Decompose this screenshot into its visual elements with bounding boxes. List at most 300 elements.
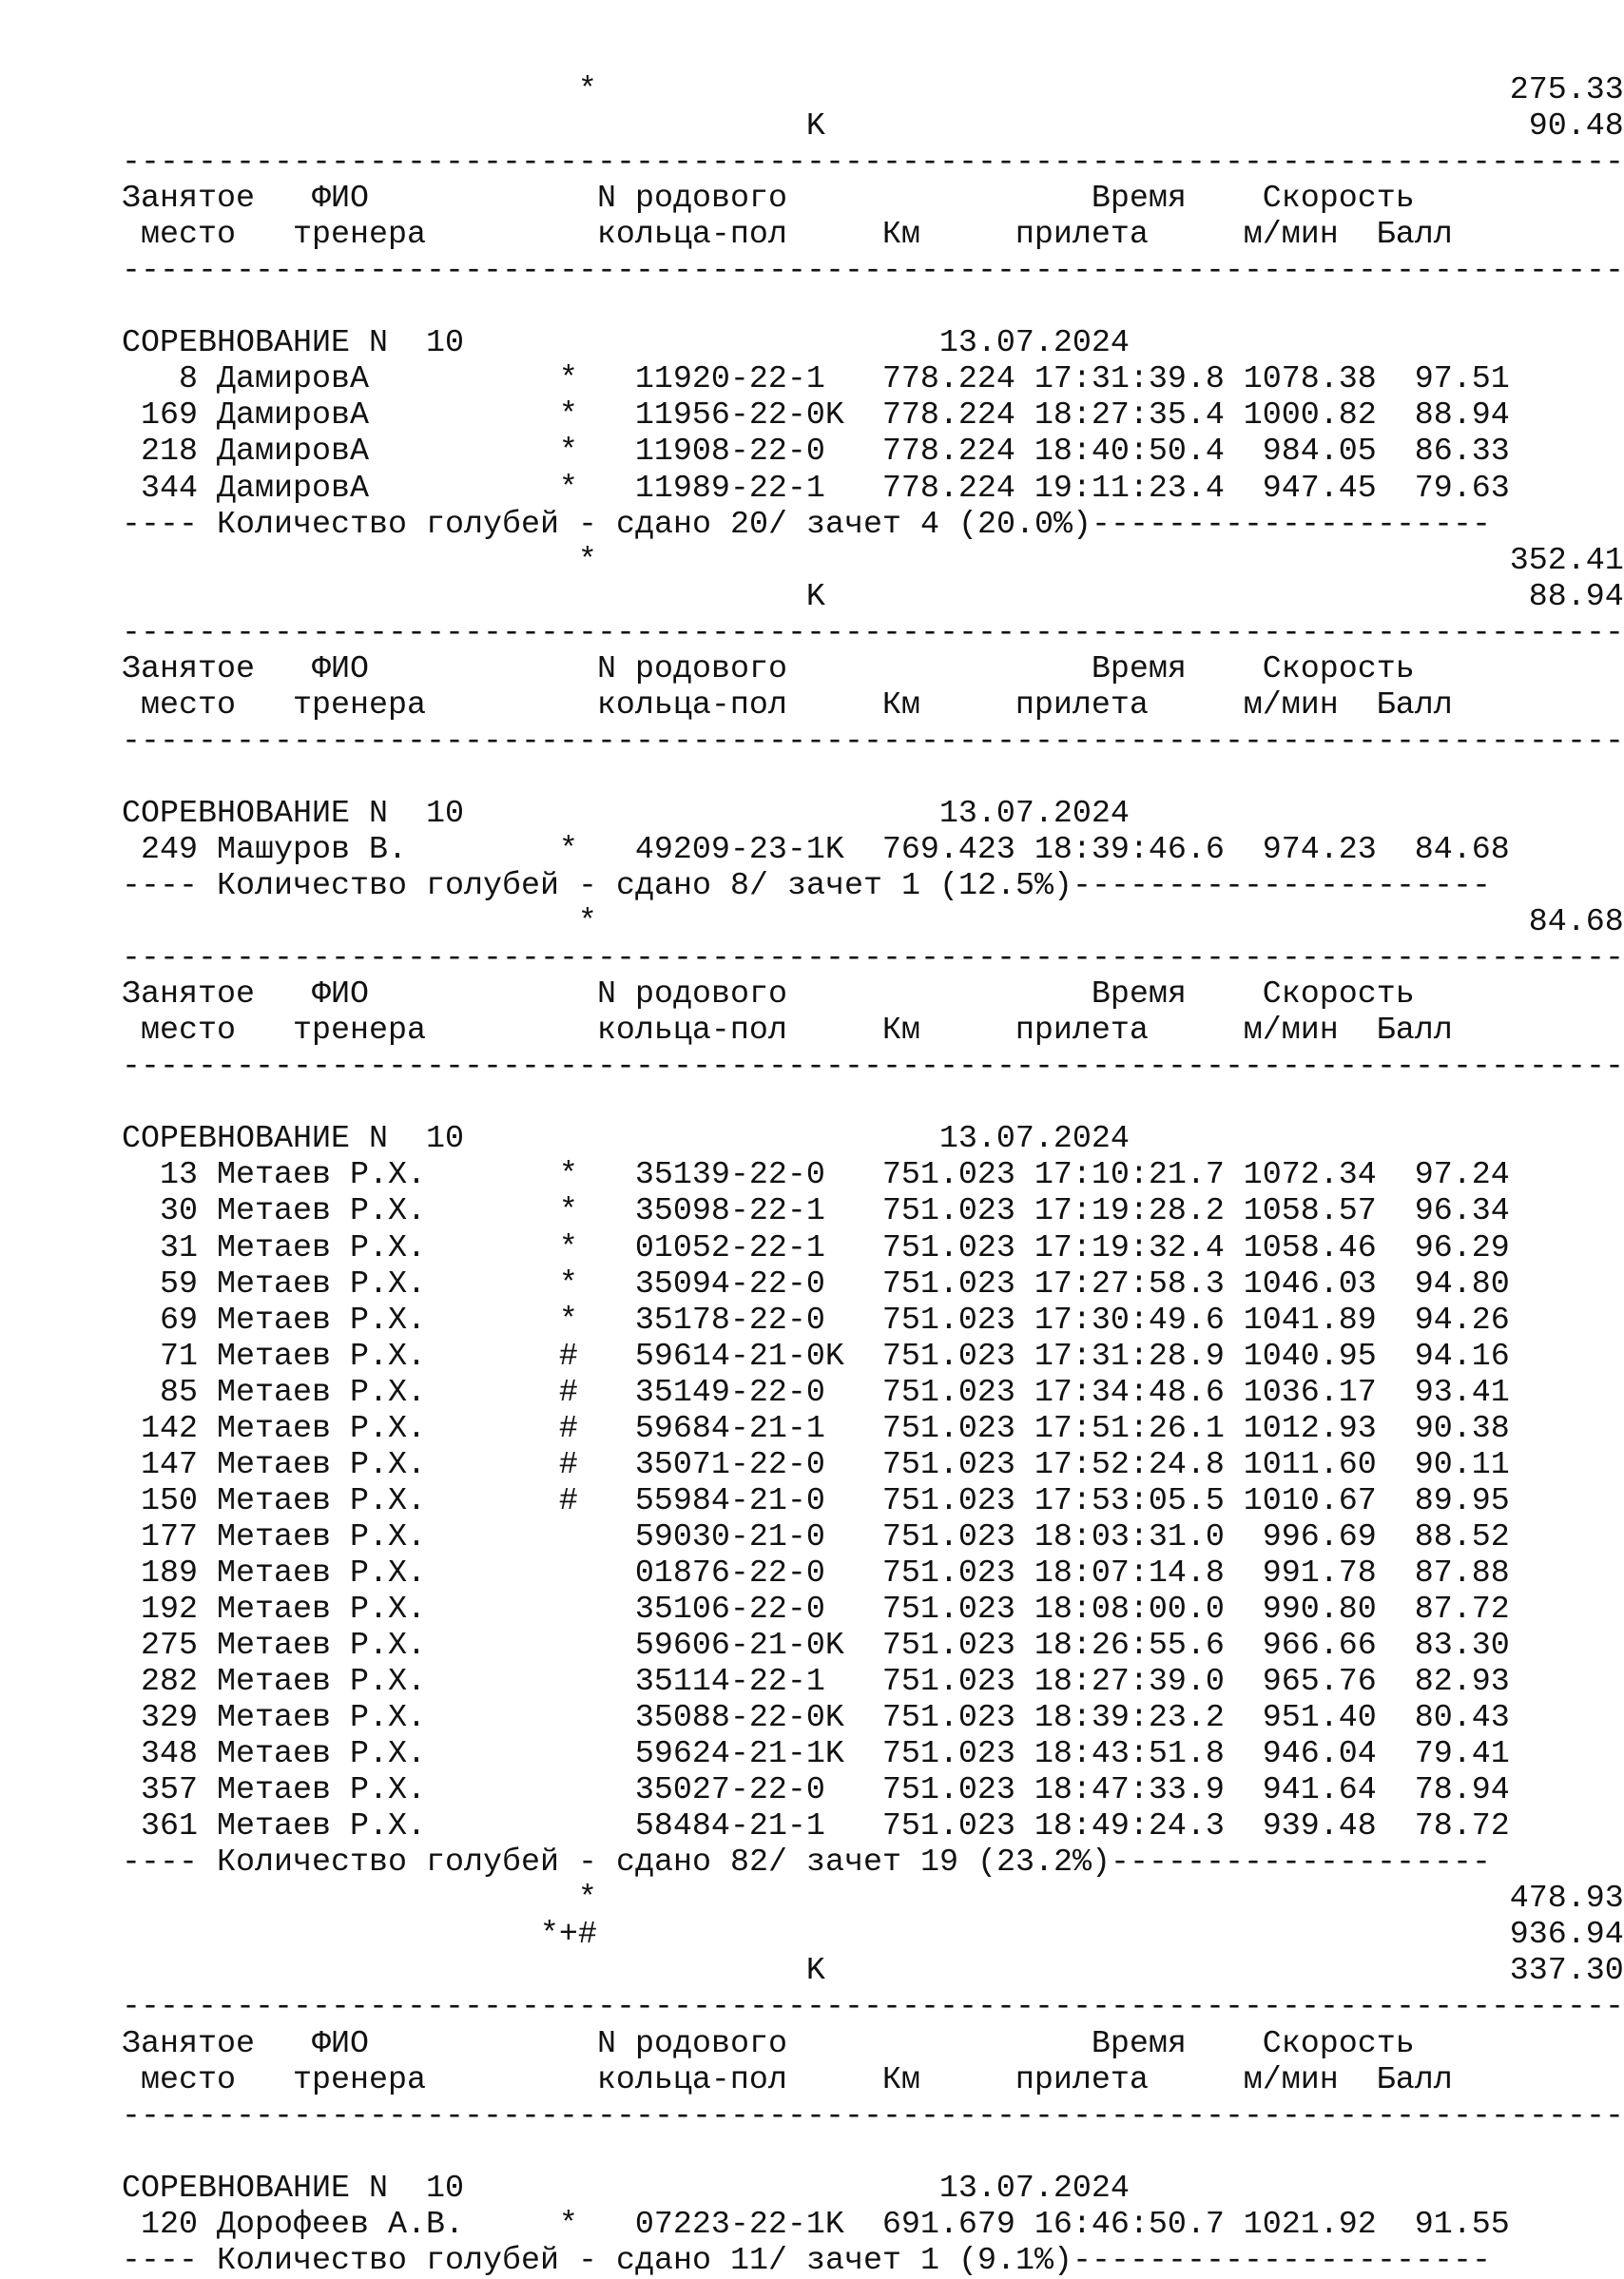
ring-number: 59684-21-1 xyxy=(634,1410,825,1447)
table-row xyxy=(122,1628,1510,1664)
col-header-name-2: тренера xyxy=(292,1013,426,1050)
total-line xyxy=(122,1917,1624,1954)
trainer-name: Метаев Р.Х. xyxy=(216,1700,426,1737)
place: 150 xyxy=(140,1482,198,1519)
col-header-score-2: Балл xyxy=(1376,2061,1453,2098)
score: 94.80 xyxy=(1414,1265,1510,1303)
table-row xyxy=(122,832,1510,868)
speed: 1036.17 xyxy=(1243,1374,1377,1411)
col-header-name-2: тренера xyxy=(292,217,426,254)
speed: 974.23 xyxy=(1262,831,1377,868)
separator: ------------------------------------------------------------------------------- xyxy=(122,1989,1624,2026)
score: 87.88 xyxy=(1414,1555,1510,1592)
mark: * xyxy=(558,434,578,471)
km: 751.023 xyxy=(881,1157,1015,1194)
col-header-speed: Скорость xyxy=(1262,650,1415,687)
column-header-line-2 xyxy=(122,1013,1510,1049)
separator-line xyxy=(122,1049,1624,1086)
table-row xyxy=(122,1266,1510,1303)
competition-label: СОРЕВНОВАНИЕ N 10 xyxy=(122,795,465,832)
speed: 965.76 xyxy=(1262,1664,1377,1701)
column-header-line-1 xyxy=(122,651,1510,687)
summary-line xyxy=(122,1844,1510,1881)
table-row xyxy=(122,471,1510,507)
col-header-place: Занятое xyxy=(122,2025,256,2062)
speed: 947.45 xyxy=(1262,470,1377,507)
place: 357 xyxy=(140,1772,198,1809)
mark: # xyxy=(558,1374,578,1411)
separator: ------------------------------------------------------------------------------- xyxy=(122,1049,1624,1086)
table-row xyxy=(122,1447,1510,1483)
km: 751.023 xyxy=(881,1193,1015,1230)
arrival-time: 18:07:14.8 xyxy=(1034,1555,1225,1592)
table-row xyxy=(122,1483,1510,1519)
col-header-time-2: прилета xyxy=(1015,686,1149,724)
place: 329 xyxy=(140,1700,198,1737)
arrival-time: 18:26:55.6 xyxy=(1034,1628,1225,1665)
place: 31 xyxy=(159,1229,198,1266)
total-value: 478.93 xyxy=(1509,1881,1624,1918)
col-header-time: Время xyxy=(1091,650,1187,687)
competition-line xyxy=(122,1121,1510,1157)
arrival-time: 18:49:24.3 xyxy=(1034,1808,1225,1845)
place: 282 xyxy=(140,1664,198,1701)
summary-text: ---- Количество голубей - сдано 8/ зачет 1 (12.5%)---------------------- xyxy=(122,868,1492,905)
arrival-time: 17:51:26.1 xyxy=(1034,1410,1225,1447)
summary-text: ---- Количество голубей - сдано 82/ зачет 19 (23.2%)-------------------- xyxy=(122,1844,1492,1882)
arrival-time: 17:31:28.9 xyxy=(1034,1338,1225,1375)
col-header-ring: N родового xyxy=(596,2025,787,2062)
total-symbol: * xyxy=(577,72,597,108)
separator: ------------------------------------------------------------------------------- xyxy=(122,2097,1624,2134)
place: 177 xyxy=(140,1518,198,1555)
col-header-ring-2: кольца-пол xyxy=(596,2061,787,2098)
speed: 1058.57 xyxy=(1243,1193,1377,1230)
score: 78.72 xyxy=(1414,1808,1510,1845)
separator-line xyxy=(122,940,1624,977)
separator: ------------------------------------------------------------------------------- xyxy=(122,253,1624,290)
col-header-ring: N родового xyxy=(596,181,787,218)
col-header-time: Время xyxy=(1091,976,1187,1014)
table-row xyxy=(122,1808,1510,1844)
ring-number: 01876-22-0 xyxy=(634,1555,825,1592)
blank-line xyxy=(122,2134,1510,2171)
speed: 939.48 xyxy=(1262,1808,1377,1845)
ring-number: 35027-22-0 xyxy=(634,1772,825,1809)
place: 59 xyxy=(159,1265,198,1303)
table-row xyxy=(122,1555,1510,1592)
blank-line xyxy=(122,760,1510,796)
km: 769.423 xyxy=(881,831,1015,868)
score: 96.29 xyxy=(1414,1229,1510,1266)
summary-line xyxy=(122,507,1510,543)
trainer-name: Метаев Р.Х. xyxy=(216,1628,426,1665)
separator-line xyxy=(122,2097,1624,2134)
arrival-time: 17:10:21.7 xyxy=(1034,1157,1225,1194)
col-header-name-2: тренера xyxy=(292,2061,426,2098)
arrival-time: 18:39:46.6 xyxy=(1034,831,1225,868)
competition-label: СОРЕВНОВАНИЕ N 10 xyxy=(122,2170,465,2207)
score: 84.68 xyxy=(1414,831,1510,868)
col-header-name: ФИО xyxy=(311,2025,369,2062)
arrival-time: 18:43:51.8 xyxy=(1034,1736,1225,1773)
ring-number: 59624-21-1K xyxy=(634,1736,844,1773)
separator: ------------------------------------------------------------------------------- xyxy=(122,723,1624,760)
col-header-score-2: Балл xyxy=(1376,217,1453,254)
table-row xyxy=(122,1193,1510,1229)
score: 90.38 xyxy=(1414,1410,1510,1447)
arrival-time: 17:53:05.5 xyxy=(1034,1482,1225,1519)
score: 88.52 xyxy=(1414,1518,1510,1555)
speed: 1072.34 xyxy=(1243,1157,1377,1194)
score: 88.94 xyxy=(1414,397,1510,435)
ring-number: 11920-22-1 xyxy=(634,361,825,398)
place: 8 xyxy=(178,361,198,398)
mark: * xyxy=(558,1157,578,1194)
column-header-line-1 xyxy=(122,181,1510,217)
separator: ------------------------------------------------------------------------------- xyxy=(122,614,1624,651)
ring-number: 35094-22-0 xyxy=(634,1265,825,1303)
table-row xyxy=(122,1157,1510,1193)
table-row xyxy=(122,1664,1510,1700)
ring-number: 59030-21-0 xyxy=(634,1518,825,1555)
km: 751.023 xyxy=(881,1229,1015,1266)
competition-date: 13.07.2024 xyxy=(938,795,1130,832)
ring-number: 35139-22-0 xyxy=(634,1157,825,1194)
arrival-time: 18:27:35.4 xyxy=(1034,397,1225,435)
mark: * xyxy=(558,1229,578,1266)
trainer-name: ДамировА xyxy=(216,397,369,435)
speed: 996.69 xyxy=(1262,1518,1377,1555)
total-line xyxy=(122,108,1624,145)
col-header-km-2: Км xyxy=(881,1013,920,1050)
total-value: 352.41 xyxy=(1509,542,1624,579)
table-row xyxy=(122,1700,1510,1736)
col-header-ring-2: кольца-пол xyxy=(596,1013,787,1050)
col-header-time-2: прилета xyxy=(1015,2061,1149,2098)
col-header-place: Занятое xyxy=(122,181,256,218)
col-header-speed-2: м/мин xyxy=(1243,217,1339,254)
score: 94.16 xyxy=(1414,1338,1510,1375)
column-header-line-2 xyxy=(122,217,1510,253)
trainer-name: Дорофеев А.В. xyxy=(216,2206,464,2243)
separator-line xyxy=(122,145,1624,182)
mark: * xyxy=(558,1193,578,1230)
col-header-speed: Скорость xyxy=(1262,181,1415,218)
competition-date: 13.07.2024 xyxy=(938,1121,1130,1158)
trainer-name: Метаев Р.Х. xyxy=(216,1664,426,1701)
score: 90.11 xyxy=(1414,1446,1510,1483)
total-line xyxy=(122,1953,1624,1990)
arrival-time: 17:19:32.4 xyxy=(1034,1229,1225,1266)
place: 249 xyxy=(140,831,198,868)
km: 778.224 xyxy=(881,361,1015,398)
score: 87.72 xyxy=(1414,1591,1510,1628)
column-header-line-1 xyxy=(122,976,1510,1013)
score: 93.41 xyxy=(1414,1374,1510,1411)
total-value: 90.48 xyxy=(1528,108,1624,145)
summary-line xyxy=(122,868,1510,904)
trainer-name: Метаев Р.Х. xyxy=(216,1482,426,1519)
column-header-line-2 xyxy=(122,2062,1510,2098)
col-header-name: ФИО xyxy=(311,181,369,218)
arrival-time: 18:40:50.4 xyxy=(1034,434,1225,471)
trainer-name: ДамировА xyxy=(216,361,369,398)
speed: 1010.67 xyxy=(1243,1482,1377,1519)
total-line xyxy=(122,904,1624,941)
ring-number: 35106-22-0 xyxy=(634,1591,825,1628)
trainer-name: Метаев Р.Х. xyxy=(216,1157,426,1194)
col-header-place: Занятое xyxy=(122,650,256,687)
col-header-ring-2: кольца-пол xyxy=(596,217,787,254)
mark: # xyxy=(558,1410,578,1447)
total-symbol: K xyxy=(805,1953,825,1990)
km: 751.023 xyxy=(881,1808,1015,1845)
col-header-name-2: тренера xyxy=(292,686,426,724)
speed: 1040.95 xyxy=(1243,1338,1377,1375)
col-header-place-2: место xyxy=(140,1013,236,1050)
col-header-speed-2: м/мин xyxy=(1243,1013,1339,1050)
mark: * xyxy=(558,1302,578,1339)
km: 751.023 xyxy=(881,1772,1015,1809)
col-header-km-2: Км xyxy=(881,217,920,254)
place: 275 xyxy=(140,1628,198,1665)
trainer-name: Метаев Р.Х. xyxy=(216,1808,426,1845)
table-row xyxy=(122,1519,1510,1555)
km: 751.023 xyxy=(881,1410,1015,1447)
ring-number: 49209-23-1K xyxy=(634,831,844,868)
place: 189 xyxy=(140,1555,198,1592)
total-symbol: * xyxy=(577,904,597,941)
arrival-time: 17:31:39.8 xyxy=(1034,361,1225,398)
speed: 946.04 xyxy=(1262,1736,1377,1773)
col-header-place-2: место xyxy=(140,2061,236,2098)
trainer-name: Метаев Р.Х. xyxy=(216,1772,426,1809)
score: 89.95 xyxy=(1414,1482,1510,1519)
km: 751.023 xyxy=(881,1700,1015,1737)
total-symbol: * xyxy=(577,1881,597,1918)
summary-line xyxy=(122,2243,1510,2279)
ring-number: 58484-21-1 xyxy=(634,1808,825,1845)
km: 751.023 xyxy=(881,1446,1015,1483)
arrival-time: 17:27:58.3 xyxy=(1034,1265,1225,1303)
ring-number: 07223-22-1K xyxy=(634,2206,844,2243)
table-row xyxy=(122,1339,1510,1375)
total-value: 337.30 xyxy=(1509,1953,1624,1990)
trainer-name: Метаев Р.Х. xyxy=(216,1338,426,1375)
total-line xyxy=(122,1881,1624,1918)
competition-line xyxy=(122,2171,1510,2207)
km: 751.023 xyxy=(881,1302,1015,1339)
trainer-name: Метаев Р.Х. xyxy=(216,1193,426,1230)
total-line xyxy=(122,72,1624,108)
km: 751.023 xyxy=(881,1591,1015,1628)
arrival-time: 18:27:39.0 xyxy=(1034,1664,1225,1701)
speed: 1041.89 xyxy=(1243,1302,1377,1339)
km: 751.023 xyxy=(881,1265,1015,1303)
place: 71 xyxy=(159,1338,198,1375)
trainer-name: ДамировА xyxy=(216,470,369,507)
summary-text: ---- Количество голубей - сдано 11/ зачет 1 (9.1%)---------------------- xyxy=(122,2242,1492,2279)
col-header-time-2: прилета xyxy=(1015,217,1149,254)
place: 30 xyxy=(159,1193,198,1230)
arrival-time: 19:11:23.4 xyxy=(1034,470,1225,507)
col-header-time: Время xyxy=(1091,2025,1187,2062)
col-header-place-2: место xyxy=(140,686,236,724)
table-row xyxy=(122,361,1510,397)
place: 120 xyxy=(140,2206,198,2243)
competition-date: 13.07.2024 xyxy=(938,2170,1130,2207)
place: 361 xyxy=(140,1808,198,1845)
mark: * xyxy=(558,1265,578,1303)
col-header-score-2: Балл xyxy=(1376,1013,1453,1050)
separator-line xyxy=(122,614,1624,651)
trainer-name: Метаев Р.Х. xyxy=(216,1555,426,1592)
col-header-speed: Скорость xyxy=(1262,976,1415,1014)
competition-date: 13.07.2024 xyxy=(938,325,1130,362)
mark: * xyxy=(558,831,578,868)
km: 751.023 xyxy=(881,1555,1015,1592)
col-header-place-2: место xyxy=(140,217,236,254)
mark: # xyxy=(558,1338,578,1375)
speed: 984.05 xyxy=(1262,434,1377,471)
col-header-speed-2: м/мин xyxy=(1243,2061,1339,2098)
total-value: 936.94 xyxy=(1509,1917,1624,1954)
speed: 991.78 xyxy=(1262,1555,1377,1592)
summary-text: ---- Количество голубей - сдано 20/ зачет 4 (20.0%)--------------------- xyxy=(122,506,1492,543)
ring-number: 01052-22-1 xyxy=(634,1229,825,1266)
competition-label: СОРЕВНОВАНИЕ N 10 xyxy=(122,1121,465,1158)
km: 751.023 xyxy=(881,1736,1015,1773)
arrival-time: 18:03:31.0 xyxy=(1034,1518,1225,1555)
place: 169 xyxy=(140,397,198,435)
table-row xyxy=(122,1592,1510,1628)
place: 13 xyxy=(159,1157,198,1194)
col-header-speed: Скорость xyxy=(1262,2025,1415,2062)
arrival-time: 17:30:49.6 xyxy=(1034,1302,1225,1339)
arrival-time: 17:52:24.8 xyxy=(1034,1446,1225,1483)
total-value: 84.68 xyxy=(1528,904,1624,941)
table-row xyxy=(122,1772,1510,1808)
speed: 1046.03 xyxy=(1243,1265,1377,1303)
table-row xyxy=(122,2207,1510,2243)
col-header-time-2: прилета xyxy=(1015,1013,1149,1050)
total-value: 275.33 xyxy=(1509,72,1624,108)
speed: 990.80 xyxy=(1262,1591,1377,1628)
ring-number: 35098-22-1 xyxy=(634,1193,825,1230)
km: 751.023 xyxy=(881,1374,1015,1411)
col-header-ring: N родового xyxy=(596,976,787,1014)
trainer-name: Метаев Р.Х. xyxy=(216,1410,426,1447)
arrival-time: 17:34:48.6 xyxy=(1034,1374,1225,1411)
trainer-name: Машуров В. xyxy=(216,831,407,868)
ring-number: 59606-21-0K xyxy=(634,1628,844,1665)
col-header-ring-2: кольца-пол xyxy=(596,686,787,724)
score: 83.30 xyxy=(1414,1628,1510,1665)
place: 344 xyxy=(140,470,198,507)
table-row xyxy=(122,1230,1510,1266)
score: 79.63 xyxy=(1414,470,1510,507)
speed: 951.40 xyxy=(1262,1700,1377,1737)
ring-number: 35178-22-0 xyxy=(634,1302,825,1339)
km: 778.224 xyxy=(881,434,1015,471)
col-header-speed-2: м/мин xyxy=(1243,686,1339,724)
col-header-place: Занятое xyxy=(122,976,256,1014)
km: 778.224 xyxy=(881,470,1015,507)
col-header-name: ФИО xyxy=(311,650,369,687)
trainer-name: Метаев Р.Х. xyxy=(216,1265,426,1303)
column-header-line-1 xyxy=(122,2026,1510,2062)
mark: * xyxy=(558,470,578,507)
mark: * xyxy=(558,361,578,398)
speed: 1012.93 xyxy=(1243,1410,1377,1447)
ring-number: 35149-22-0 xyxy=(634,1374,825,1411)
mark: # xyxy=(558,1482,578,1519)
competition-line xyxy=(122,325,1510,361)
place: 85 xyxy=(159,1374,198,1411)
speed: 966.66 xyxy=(1262,1628,1377,1665)
score: 86.33 xyxy=(1414,434,1510,471)
blank-line xyxy=(122,1085,1510,1121)
score: 78.94 xyxy=(1414,1772,1510,1809)
km: 751.023 xyxy=(881,1338,1015,1375)
total-symbol: *+# xyxy=(539,1917,597,1954)
score: 96.34 xyxy=(1414,1193,1510,1230)
separator-line xyxy=(122,723,1624,760)
col-header-ring: N родового xyxy=(596,650,787,687)
ring-number: 35088-22-0K xyxy=(634,1700,844,1737)
km: 778.224 xyxy=(881,397,1015,435)
table-row xyxy=(122,434,1510,470)
trainer-name: ДамировА xyxy=(216,434,369,471)
ring-number: 59614-21-0K xyxy=(634,1338,844,1375)
ring-number: 11956-22-0K xyxy=(634,397,844,435)
trainer-name: Метаев Р.Х. xyxy=(216,1518,426,1555)
km: 691.679 xyxy=(881,2206,1015,2243)
total-symbol: K xyxy=(805,578,825,615)
score: 79.41 xyxy=(1414,1736,1510,1773)
mark: * xyxy=(558,397,578,435)
score: 91.55 xyxy=(1414,2206,1510,2243)
place: 348 xyxy=(140,1736,198,1773)
trainer-name: Метаев Р.Х. xyxy=(216,1302,426,1339)
trainer-name: Метаев Р.Х. xyxy=(216,1736,426,1773)
place: 218 xyxy=(140,434,198,471)
total-symbol: K xyxy=(805,108,825,145)
arrival-time: 18:39:23.2 xyxy=(1034,1700,1225,1737)
arrival-time: 16:46:50.7 xyxy=(1034,2206,1225,2243)
separator-line xyxy=(122,1989,1624,2026)
speed: 1011.60 xyxy=(1243,1446,1377,1483)
table-row xyxy=(122,1411,1510,1447)
table-row xyxy=(122,1375,1510,1411)
col-header-km-2: Км xyxy=(881,2061,920,2098)
column-header-line-2 xyxy=(122,687,1510,724)
trainer-name: Метаев Р.Х. xyxy=(216,1591,426,1628)
separator: ------------------------------------------------------------------------------- xyxy=(122,940,1624,977)
mark: * xyxy=(558,2206,578,2243)
col-header-score-2: Балл xyxy=(1376,686,1453,724)
arrival-time: 17:19:28.2 xyxy=(1034,1193,1225,1230)
speed: 941.64 xyxy=(1262,1772,1377,1809)
place: 69 xyxy=(159,1302,198,1339)
separator-line xyxy=(122,253,1624,290)
table-row xyxy=(122,1303,1510,1339)
total-symbol: * xyxy=(577,542,597,579)
place: 147 xyxy=(140,1446,198,1483)
km: 751.023 xyxy=(881,1664,1015,1701)
km: 751.023 xyxy=(881,1518,1015,1555)
